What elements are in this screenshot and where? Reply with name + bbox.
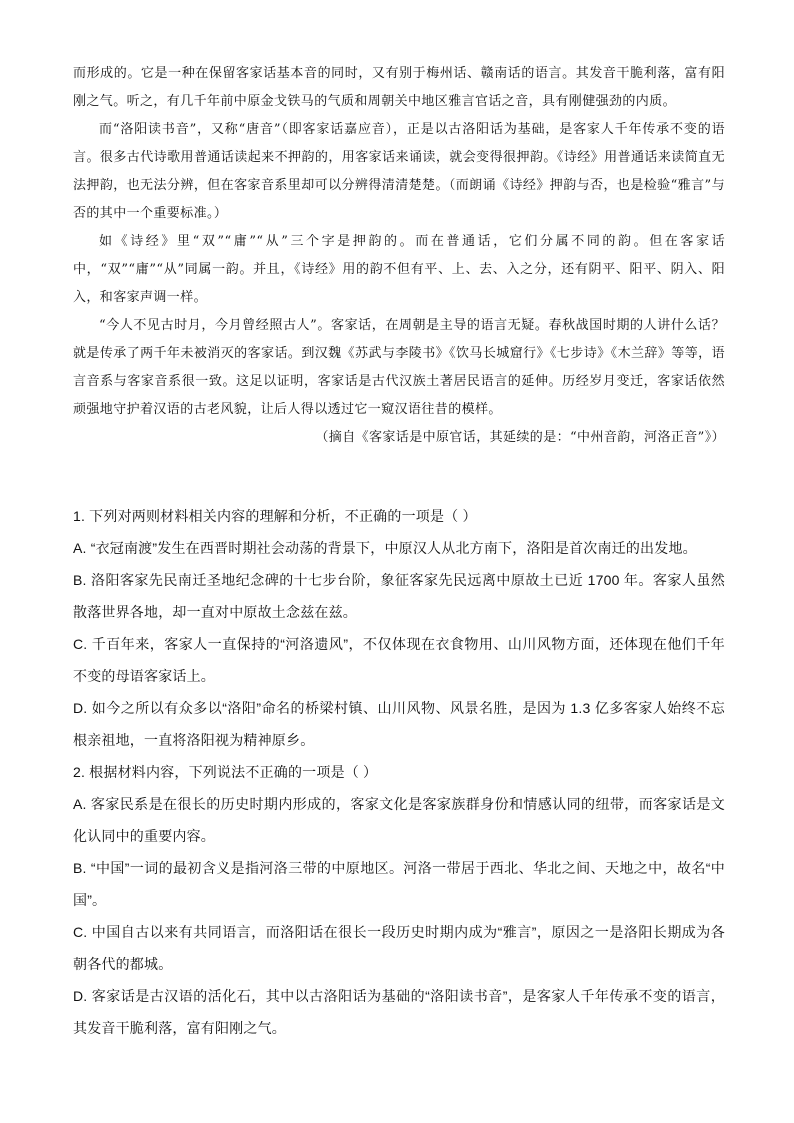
question-1 [73,500,725,756]
question-option: B. 洛阳客家先民南迁圣地纪念碑的十七步台阶，象征客家先民远离中原故土已近 1700 年。客家人虽然散落世界各地，却一直对中原故土念兹在兹。 [73,572,725,620]
reading-passage [73,60,725,452]
passage-paragraph-1: 而形成的。它是一种在保留客家话基本音的同时，又有别于梅州话、赣南话的语言。其发音干脆利落，富有阳刚之气。听之，有几千年前中原金戈铁马的气质和周朝关中地区雅言官话之音，具有刚健强劲的内质。 [73,66,725,109]
question-option: C. 中国自古以来有共同语言，而洛阳话在很长一段历史时期内成为“雅言”，原因之一是洛阳长期成为各朝各代的都城。 [73,924,725,972]
question-list [73,500,725,1044]
question-stem: 1. 下列对两则材料相关内容的理解和分析，不正确的一项是（ ） [73,508,477,524]
question-option: C. 千百年来，客家人一直保持的“河洛遗风”，不仅体现在衣食物用、山川风物方面，还体现在他们千年不变的母语客家话上。 [73,636,725,684]
question-option: B. “中国”一词的最初含义是指河洛三带的中原地区。河洛一带居于西北、华北之间、天地之中，故名“中国”。 [73,860,725,908]
passage-paragraph-2: 而“洛阳读书音”，又称“唐音”（即客家话嘉应音），正是以古洛阳话为基础，是客家人千年传承不变的语言。很多古代诗歌用普通话读起来不押韵的，用客家话来诵读，就会变得很押韵。《诗经》用普通话来读简直无法押韵，也无法分辨，但在客家音系里却可以分辨得清清楚楚。（而朗诵《诗经》押韵与否，也是检验“雅言”与否的其中一个重要标准。） [73,122,725,221]
question-option: A. 客家民系是在很长的历史时期内形成的，客家文化是客家族群身份和情感认同的纽带，而客家话是文化认同中的重要内容。 [73,796,725,844]
question-2 [73,756,725,1044]
passage-source: （摘自《客家话是中原官话，其延续的是：“中州音韵，河洛正音”》） [315,430,725,445]
question-stem: 2. 根据材料内容，下列说法不正确的一项是（ ） [73,764,378,780]
passage-paragraph-3: 如《诗经》里“双”“庸”“从”三个字是押韵的。而在普通话，它们分属不同的韵。但在客家话中，“双”“庸”“从”同属一韵。并且，《诗经》用的韵不但有平、上、去、入之分，还有阴平、阳平、阴入、阳入，和客家声调一样。 [73,234,725,305]
question-option: D. 如今之所以有众多以“洛阳”命名的桥梁村镇、山川风物、风景名胜，是因为 1.3 亿多客家人始终不忘根亲祖地，一直将洛阳视为精神原乡。 [73,700,725,748]
question-option: D. 客家话是古汉语的活化石，其中以古洛阳话为基础的“洛阳读书音”，是客家人千年传承不变的语言，其发音干脆利落，富有阳刚之气。 [73,988,725,1036]
passage-paragraph-4: “今人不见古时月，今月曾经照古人”。客家话，在周朝是主导的语言无疑。春秋战国时期的人讲什么话？就是传承了两千年未被消灭的客家话。到汉魏《苏武与李陵书》《饮马长城窟行》《七步诗》《木兰辞》等等，语言音系与客家音系很一致。这足以证明，客家话是古代汉族土著居民语言的延伸。历经岁月变迁，客家话依然顽强地守护着汉语的古老风貌，让后人得以透过它一窥汉语往昔的模样。 [73,318,725,417]
question-option: A. “衣冠南渡”发生在西晋时期社会动荡的背景下，中原汉人从北方南下，洛阳是首次南迁的出发地。 [73,540,697,556]
